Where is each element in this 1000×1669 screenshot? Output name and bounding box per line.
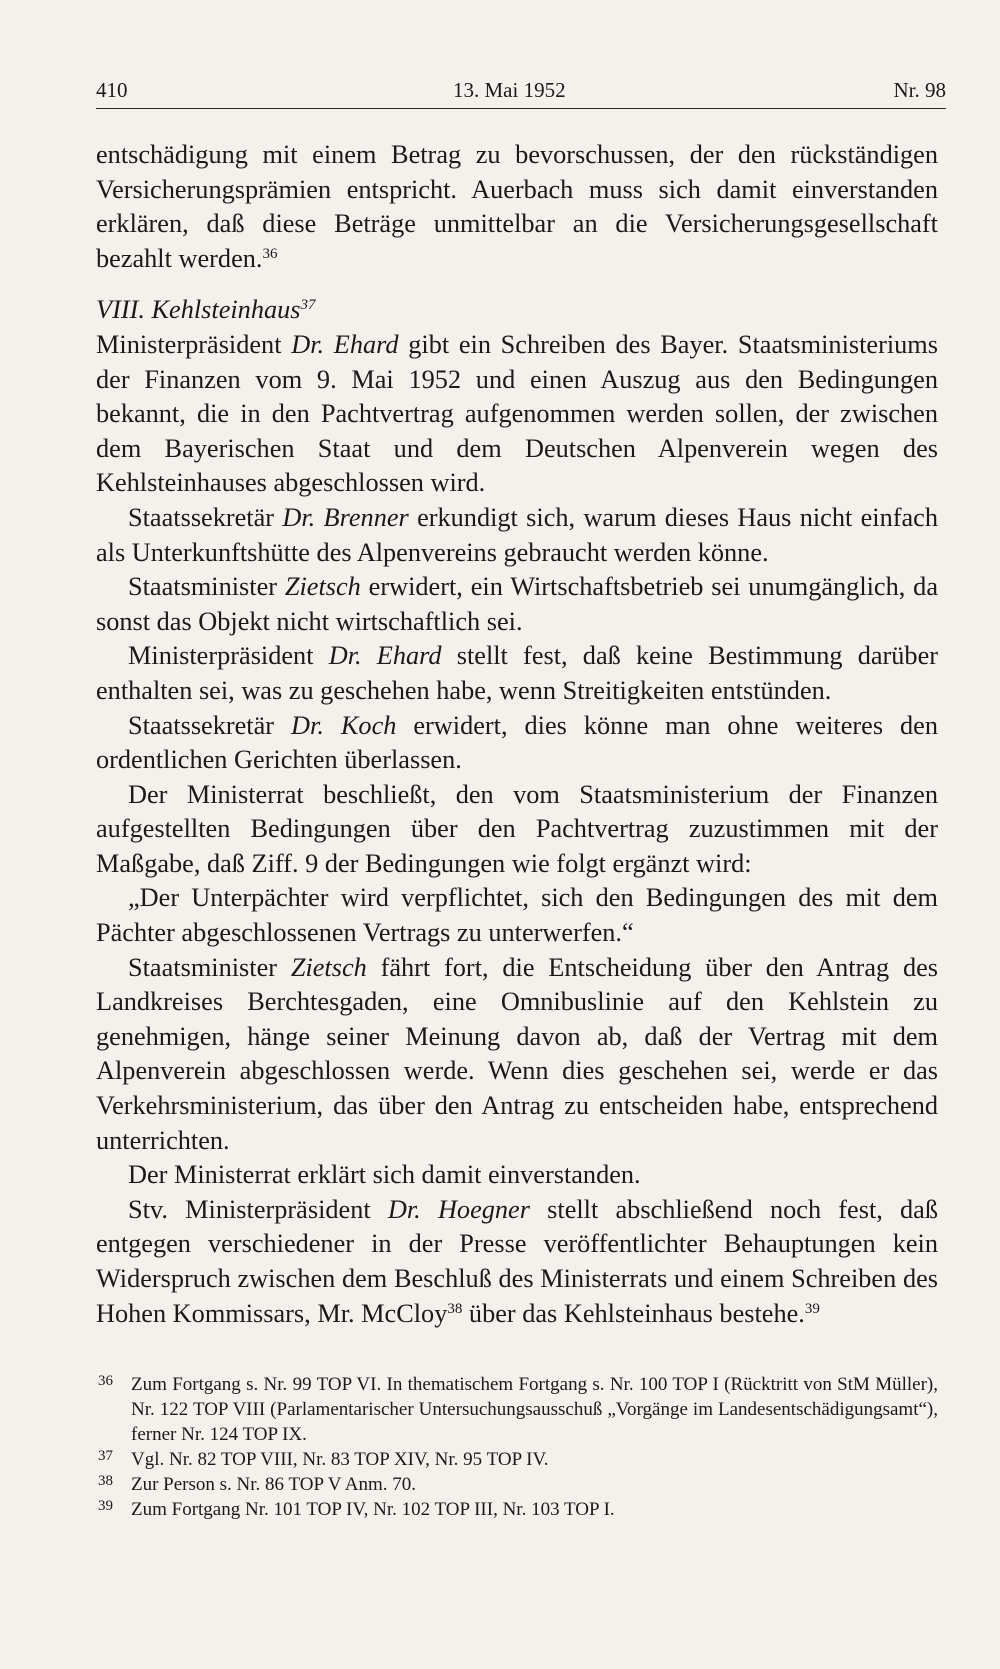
section-heading bbox=[96, 293, 938, 328]
document-number: Nr. 98 bbox=[893, 78, 946, 102]
speaker-title: Ministerpräsident bbox=[128, 641, 329, 671]
speaker-title: Staatsminister bbox=[128, 572, 285, 602]
paragraph: Der Ministerrat erklärt sich damit einverstanden. bbox=[128, 1160, 641, 1190]
page-number: 410 bbox=[96, 78, 128, 102]
paragraph bbox=[96, 951, 938, 1159]
paragraph bbox=[96, 1193, 938, 1331]
quotation: „Der Unterpächter wird verpflichtet, sich den Bedingungen des mit dem Pächter abgeschlossenen Vertrags zu unterwerfen.“ bbox=[96, 883, 938, 948]
paragraph-text: entschädigung mit einem Betrag zu bevorschussen, der den rückständigen Versicherungsprämien entspricht. Auerbach muss sich damit einverstanden erklären, daß diese Beträge unmittelbar an die Versicherungsgesellschaft bezahlt werden. bbox=[96, 140, 938, 273]
speaker-name: Dr. Hoegner bbox=[387, 1194, 530, 1224]
footnote bbox=[96, 1372, 938, 1447]
speaker-title: Stv. Ministerpräsident bbox=[128, 1194, 388, 1224]
paragraph-text: gibt ein Schreiben des Bayer. Staatsministeriums der Finanzen vom 9. Mai 1952 und einen Auszug aus den Bedingungen bekannt, die in den Pachtvertrag aufgenommen werden sollen, der zwischen dem Bayerischen Staat und dem Deutschen Alpenverein wegen des Kehlsteinhauses abgeschlossen wird. bbox=[96, 329, 938, 498]
running-header bbox=[96, 74, 946, 108]
paragraph-text: stellt fest, daß keine Bestimmung darüber enthalten sei, was zu geschehen habe, wenn Streitigkeiten entstünden. bbox=[96, 641, 938, 705]
footnote bbox=[96, 1447, 938, 1472]
speaker-title: Ministerpräsident bbox=[96, 329, 292, 359]
footnote-ref: 36 bbox=[262, 245, 278, 262]
footnotes bbox=[96, 1372, 938, 1522]
footnote-number: 39 bbox=[98, 1498, 113, 1514]
section-heading-text: VIII. Kehlsteinhaus bbox=[96, 295, 301, 325]
speaker-title: Staatsminister bbox=[128, 952, 291, 982]
header-rule bbox=[96, 108, 946, 109]
speaker-name: Dr. Koch bbox=[291, 710, 397, 740]
speaker-name: Zietsch bbox=[290, 952, 367, 982]
footnote-number: 37 bbox=[98, 1448, 113, 1464]
footnote-text: Zum Fortgang s. Nr. 99 TOP VI. In thematischem Fortgang s. Nr. 100 TOP I (Rücktritt von StM Müller), Nr. 122 TOP VIII (Parlamentarischer Untersuchungsausschuß „Vorgänge im Landesentschädigungsamt“), ferner Nr. 124 TOP IX. bbox=[131, 1374, 938, 1445]
paragraph bbox=[96, 709, 938, 778]
speaker-title: Staatssekretär bbox=[128, 502, 283, 532]
header-date: 13. Mai 1952 bbox=[453, 78, 566, 102]
speaker-name: Zietsch bbox=[284, 572, 361, 602]
footnote-text: Zur Person s. Nr. 86 TOP V Anm. 70. bbox=[131, 1474, 417, 1495]
paragraph-text: erwidert, ein Wirtschaftsbetrieb sei unumgänglich, da sonst das Objekt nicht wirtschaftlich sei. bbox=[96, 572, 938, 636]
paragraph bbox=[96, 570, 938, 639]
main-text bbox=[96, 138, 938, 1331]
paragraph: Der Ministerrat beschließt, den vom Staatsministerium der Finanzen aufgestellten Bedingungen über den Pachtvertrag zuzustimmen mit der Maßgabe, daß Ziff. 9 der Bedingungen wie folgt ergänzt wird: bbox=[96, 779, 938, 878]
speaker-title: Staatssekretär bbox=[128, 710, 292, 740]
footnote-text: Vgl. Nr. 82 TOP VIII, Nr. 83 TOP XIV, Nr. 95 TOP IV. bbox=[131, 1449, 549, 1470]
footnote-text: Zum Fortgang Nr. 101 TOP IV, Nr. 102 TOP III, Nr. 103 TOP I. bbox=[131, 1499, 615, 1520]
speaker-name: Dr. Brenner bbox=[282, 502, 409, 532]
paragraph-text: stellt abschließend noch fest, daß entgegen verschiedener in der Presse veröffentlichter Behauptungen kein Widerspruch zwischen dem Beschluß des Ministerrats und einem Schreiben des Hohen Kommissars, Mr. McCloy bbox=[96, 1194, 938, 1328]
footnote-number: 36 bbox=[98, 1373, 113, 1389]
speaker-name: Dr. Ehard bbox=[291, 329, 399, 359]
footnote-ref: 39 bbox=[804, 1300, 820, 1317]
paragraph bbox=[96, 501, 938, 570]
paragraph-text: erwidert, dies könne man ohne weiteres den ordentlichen Gerichten überlassen. bbox=[96, 710, 938, 775]
footnote bbox=[96, 1497, 938, 1522]
paragraph bbox=[96, 639, 938, 708]
speaker-name: Dr. Ehard bbox=[328, 641, 442, 671]
footnote bbox=[96, 1472, 938, 1497]
paragraph-text: über das Kehlsteinhaus bestehe. bbox=[462, 1298, 805, 1328]
paragraph bbox=[96, 328, 938, 501]
paragraph-text: fährt fort, die Entscheidung über den Antrag des Landkreises Berchtesgaden, eine Omnibuslinie auf den Kehlstein zu genehmigen, hänge seiner Meinung davon ab, daß der Vertrag mit dem Alpenverein abgeschlossen werde. Wenn dies geschehen sei, werde er das Verkehrsministerium, das über den Antrag zu entscheiden habe, entsprechend unterrichten. bbox=[96, 952, 938, 1155]
footnote-ref: 37 bbox=[300, 297, 316, 314]
paragraph-continuation bbox=[96, 138, 938, 276]
footnote-number: 38 bbox=[98, 1473, 113, 1489]
paragraph-text: erkundigt sich, warum dieses Haus nicht einfach als Unterkunftshütte des Alpenvereins gebraucht werden könne. bbox=[96, 502, 939, 567]
footnote-ref: 38 bbox=[447, 1300, 463, 1317]
